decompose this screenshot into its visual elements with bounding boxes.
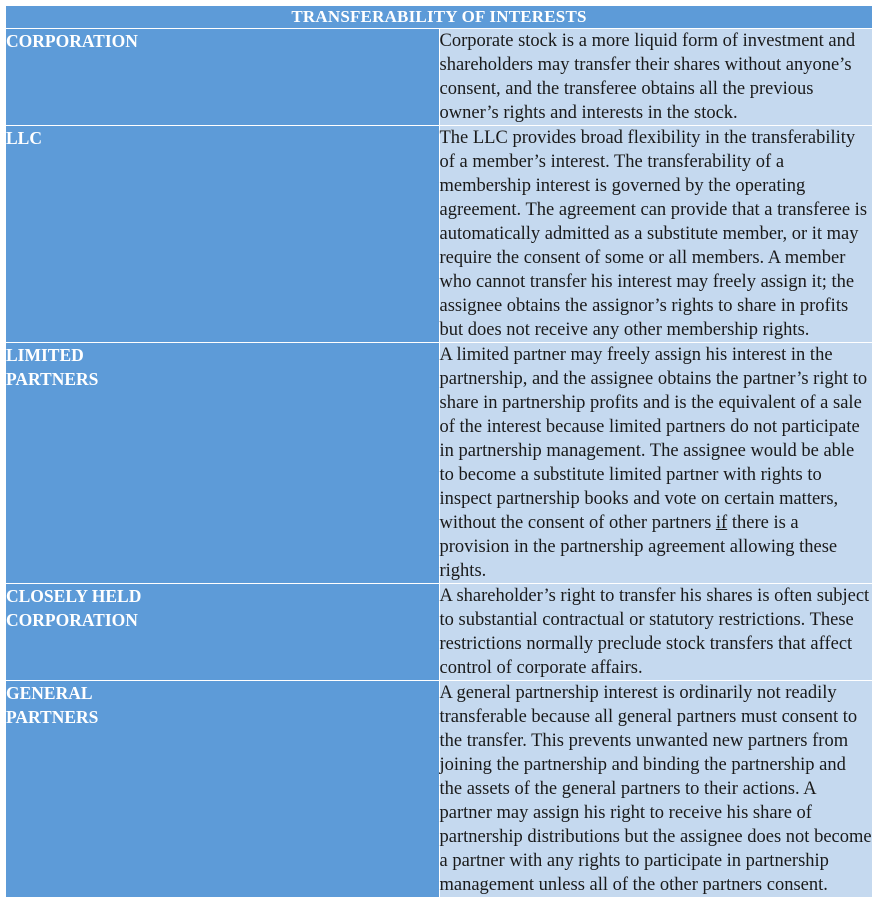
table-row-llc — [6, 126, 873, 343]
table-row-limited-partners — [6, 343, 873, 584]
table-title: TRANSFERABILITY OF INTERESTS — [6, 6, 873, 29]
row-text-limited-partners — [439, 343, 873, 584]
underlined-word: if — [715, 513, 728, 533]
row-label-line: CORPORATION — [6, 31, 138, 51]
row-text-general-partners: A general partnership interest is ordinarily not readily transferable because all general partners must consent to the transfer. This prevents unwanted new partners from joining the partnership and binding the partnership and the assets of the general partners to their actions. A partner may assign his right to receive his share of partnership distributions but the assignee does not become a partner with any rights to participate in partnership management unless all of the other partners consent. — [439, 681, 873, 898]
row-text-llc: The LLC provides broad flexibility in the transferability of a member’s interest. The transferability of a membership interest is governed by the operating agreement. The agreement can provide that a transferee is automatically admitted as a substitute member, or it may require the consent of some or all members. A member who cannot transfer his interest may freely assign it; the assignee obtains the assignor’s rights to share in profits but does not receive any other membership rights. — [439, 126, 873, 343]
text-segment: A limited partner may freely assign his interest in the partnership, and the assignee obtains the partner’s right to share in partnership profits and is the equivalent of a sale of the interest because limited partners do not participate in partnership management. The assignee would be able to become a substitute limited partner with rights to inspect partnership books and vote on certain matters, without the consent of other partners — [439, 345, 868, 533]
row-label-line: LIMITED — [6, 345, 84, 365]
row-label-llc — [6, 126, 440, 343]
row-label-general-partners — [6, 681, 440, 898]
row-label-corporation — [6, 29, 440, 126]
table-row-corporation — [6, 29, 873, 126]
title-row — [6, 6, 873, 29]
row-label-line: PARTNERS — [6, 369, 99, 389]
text-segment: there is a provision in the partnership agreement allowing these rights. — [439, 513, 838, 581]
table-row-closely-held-corporation — [6, 584, 873, 681]
row-label-line: CORPORATION — [6, 610, 138, 630]
row-text-closely-held-corporation: A shareholder’s right to transfer his shares is often subject to substantial contractual or statutory restrictions. These restrictions normally preclude stock transfers that affect control of corporate affairs. — [439, 584, 873, 681]
row-label-limited-partners — [6, 343, 440, 584]
table-row-general-partners — [6, 681, 873, 898]
row-label-closely-held-corporation — [6, 584, 440, 681]
row-label-line: CLOSELY HELD — [6, 586, 142, 606]
row-label-line: LLC — [6, 128, 42, 148]
row-text-corporation: Corporate stock is a more liquid form of investment and shareholders may transfer their shares without anyone’s consent, and the transferee obtains all the previous owner’s rights and interests in the stock. — [439, 29, 873, 126]
row-label-line: PARTNERS — [6, 707, 99, 727]
row-label-line: GENERAL — [6, 683, 93, 703]
transferability-table — [5, 5, 873, 898]
